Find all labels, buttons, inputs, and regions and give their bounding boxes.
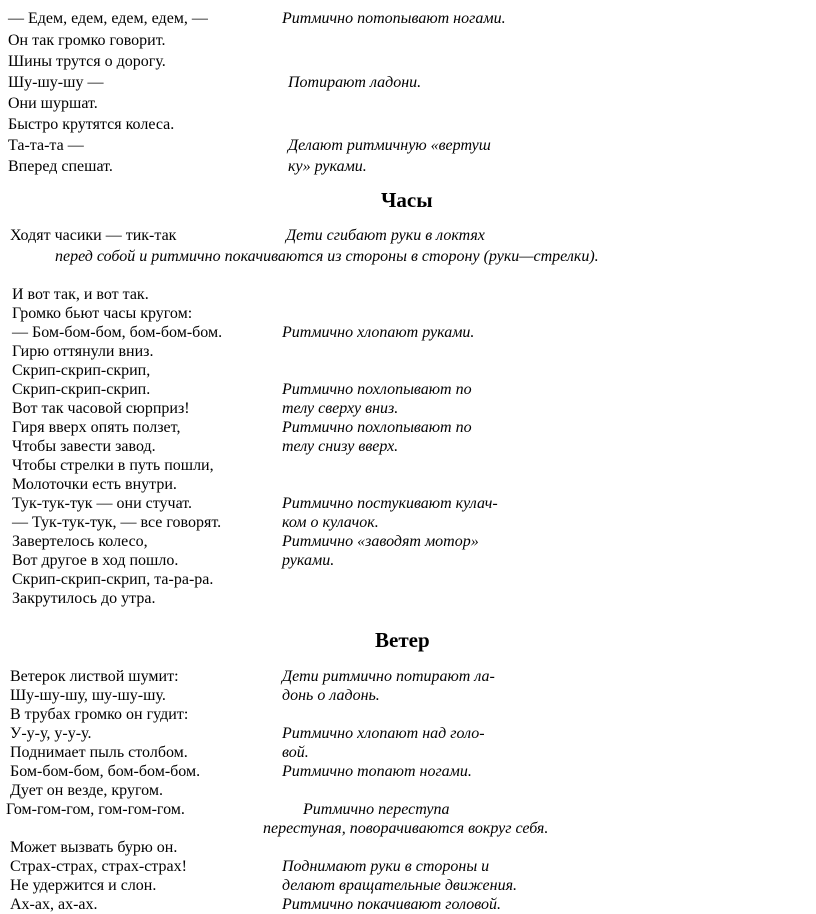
poem-line: Завертелось колесо,	[12, 533, 148, 550]
movement-note: Ритмично хлопают руками.	[282, 324, 475, 341]
section-title: Ветер	[375, 628, 430, 652]
poem-line: Вот другое в ход пошло.	[12, 552, 179, 569]
poem-line: Шу-шу-шу —	[8, 74, 104, 91]
poem-line: Дует он везде, кругом.	[10, 782, 163, 799]
movement-note: Ритмично потопывают ногами.	[282, 10, 506, 27]
poem-line: Страх-страх, страх-страх!	[10, 858, 187, 875]
poem-line: Чтобы завести завод.	[12, 438, 156, 455]
poem-line: Поднимает пыль столбом.	[10, 744, 188, 761]
poem-line: Гом-гом-гом, гом-гом-гом.	[6, 801, 185, 818]
poem-line: Та-та-та —	[8, 137, 84, 154]
movement-note: Дети ритмично потирают ла-	[282, 668, 495, 685]
movement-note: Ритмично покачивают головой.	[282, 896, 502, 913]
poem-line: Может вызвать бурю он.	[10, 839, 178, 856]
poem-line: Ходят часики — тик-так	[10, 227, 177, 244]
poem-line: Ах-ах, ах-ах.	[10, 896, 98, 913]
movement-note: Ритмично похлопывают по	[282, 381, 472, 398]
movement-note: Потирают ладони.	[288, 74, 422, 91]
poem-line: Бом-бом-бом, бом-бом-бом.	[10, 763, 201, 780]
poem-line: — Едем, едем, едем, едем, —	[8, 10, 208, 27]
poem-line: В трубах громко он гудит:	[10, 706, 189, 723]
poem-line: Вперед спешат.	[8, 158, 113, 175]
poem-line: Молоточки есть внутри.	[12, 476, 177, 493]
poem-line: Ветерок листвой шумит:	[10, 668, 179, 685]
poem-line: Они шуршат.	[8, 95, 98, 112]
section-title: Часы	[381, 188, 433, 212]
poem-line: И вот так, и вот так.	[12, 286, 149, 303]
movement-note: Ритмично похлопывают по	[282, 419, 472, 436]
poem-line: Не удержится и слон.	[10, 877, 157, 894]
movement-note: Ритмично постукивают кулач-	[282, 495, 498, 512]
movement-note: перед собой и ритмично покачиваются из стороны в сторону (руки—стрелки).	[55, 248, 599, 265]
poem-line: — Тук-тук-тук, — все говорят.	[12, 514, 222, 531]
poem-line: У-у-у, у-у-у.	[10, 725, 92, 742]
poem-line: Скрип-скрип-скрип, та-ра-ра.	[12, 571, 214, 588]
poem-line: Шу-шу-шу, шу-шу-шу.	[10, 687, 166, 704]
movement-note: перестуная, поворачиваются вокруг себя.	[263, 820, 549, 837]
movement-note: вой.	[282, 744, 309, 761]
movement-note: Дети сгибают руки в локтях	[286, 227, 485, 244]
movement-note: ку» руками.	[288, 158, 367, 175]
movement-note: телу сверху вниз.	[282, 400, 399, 417]
movement-note: Ритмично топают ногами.	[282, 763, 472, 780]
movement-note: телу снизу вверх.	[282, 438, 399, 455]
poem-line: Гиря вверх опять ползет,	[12, 419, 181, 436]
poem-line: Вот так часовой сюрприз!	[12, 400, 190, 417]
poem-line: — Бом-бом-бом, бом-бом-бом.	[12, 324, 223, 341]
poem-line: Быстро крутятся колеса.	[8, 116, 175, 133]
poem-line: Скрип-скрип-скрип,	[12, 362, 151, 379]
movement-note: Ритмично хлопают над голо-	[282, 725, 485, 742]
poem-line: Громко бьют часы кругом:	[12, 305, 193, 322]
poem-line: Он так громко говорит.	[8, 32, 166, 49]
movement-note: донь о ладонь.	[282, 687, 380, 704]
poem-line: Тук-тук-тук — они стучат.	[12, 495, 193, 512]
poem-line: Скрип-скрип-скрип.	[12, 381, 151, 398]
movement-note: делают вращательные движения.	[282, 877, 517, 894]
poem-line: Закрутилось до утра.	[12, 590, 156, 607]
movement-note: Ритмично «заводят мотор»	[282, 533, 479, 550]
movement-note: ком о кулачок.	[282, 514, 379, 531]
poem-line: Шины трутся о дорогу.	[8, 53, 166, 70]
movement-note: Поднимают руки в стороны и	[282, 858, 490, 875]
movement-note: Ритмично переступа	[303, 801, 450, 818]
poem-line: Гирю оттянули вниз.	[12, 343, 154, 360]
poem-line: Чтобы стрелки в путь пошли,	[12, 457, 214, 474]
movement-note: руками.	[282, 552, 335, 569]
movement-note: Делают ритмичную «вертуш	[288, 137, 491, 154]
